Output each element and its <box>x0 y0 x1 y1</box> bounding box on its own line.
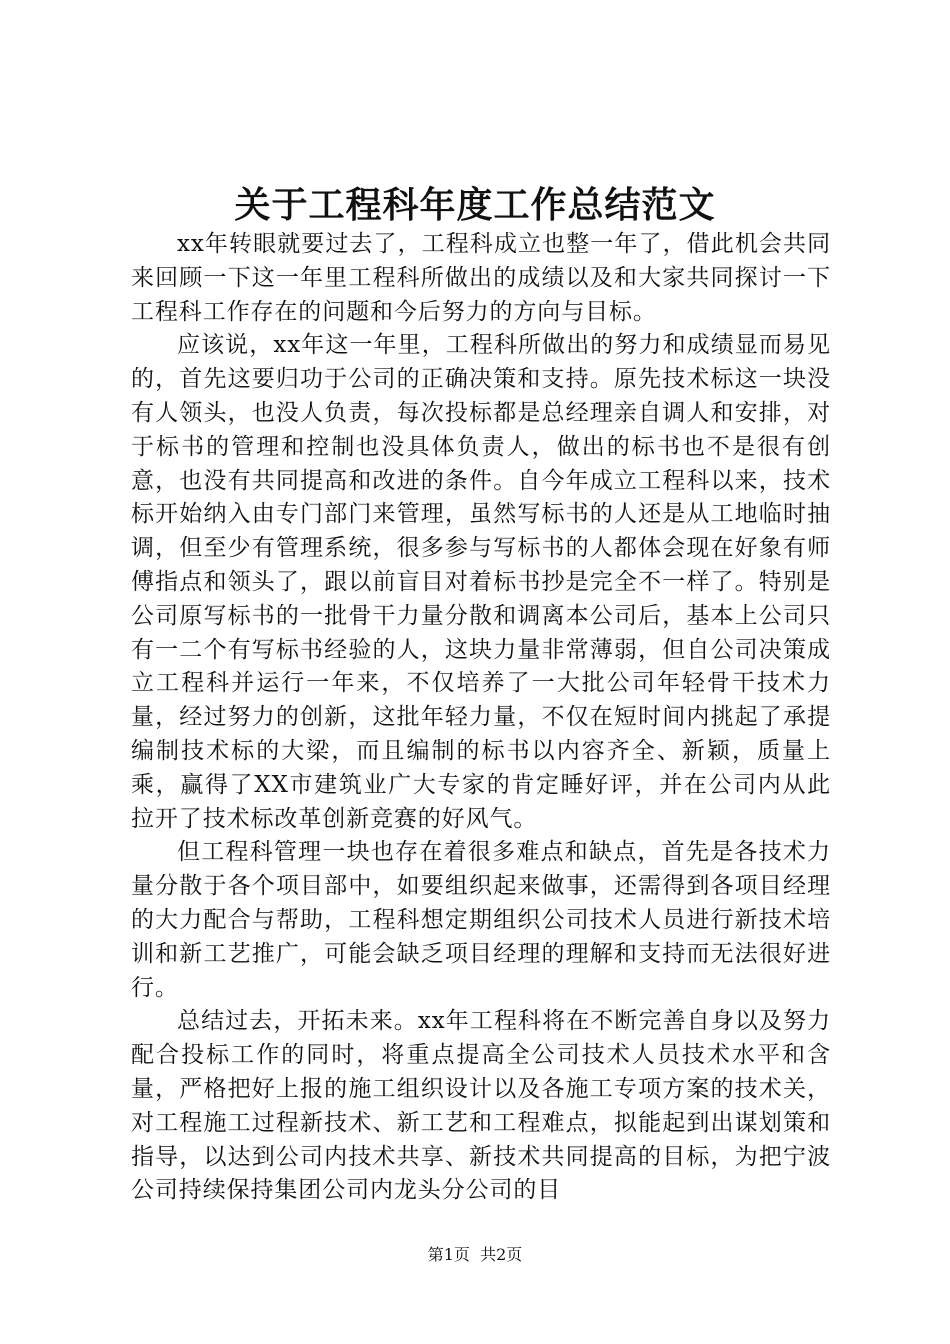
paragraph-achievements: 应该说，xx年这一年里，工程科所做出的努力和成绩显而易见的，首先这要归功于公司的正确决策和支持。原先技术标这一块没有人领头，也没人负责，每次投标都是总经理亲自调人和安排，对于标书的管理和控制也没具体负责人，做出的标书也不是很有创意，也没有共同提高和改进的条件。自今年成立工程科以来，技术标开始纳入由专门部门来管理，虽然写标书的人还是从工地临时抽调，但至少有管理系统，很多参与写标书的人都体会现在好象有师傅指点和领头了，跟以前盲目对着标书抄是完全不一样了。特别是公司原写标书的一批骨干力量分散和调离本公司后，基本上公司只有一二个有写标书经验的人，这块力量非常薄弱，但自公司决策成立工程科并运行一年来，不仅培养了一大批公司年轻骨干技术力量，经过努力的创新，这批年轻力量，不仅在短时间内挑起了承提编制技术标的大梁，而且编制的标书以内容齐全、新颖，质量上乘，赢得了XX市建筑业广大专家的肯定睡好评，并在公司内从此拉开了技术标改革创新竞赛的好风气。 <box>131 332 831 832</box>
paragraph-future-plans: 总结过去，开拓未来。xx年工程科将在不断完善自身以及努力配合投标工作的同时，将重点提高全公司技术人员技术水平和含量，严格把好上报的施工组织设计以及各施工专项方案的技术关，对工程施工过程新技术、新工艺和工程难点，拟能起到出谋划策和指导，以达到公司内技术共享、新技术共同提高的目标，为把宁波公司持续保持集团公司内龙头分公司的目 <box>131 1008 831 1204</box>
document-body <box>131 228 831 1208</box>
paragraph-intro: xx年转眼就要过去了，工程科成立也整一年了，借此机会共同来回顾一下这一年里工程科所做出的成绩以及和大家共同探讨一下工程科工作存在的问题和今后努力的方向与目标。 <box>131 231 831 325</box>
paragraph-difficulties: 但工程科管理一块也存在着很多难点和缺点，首先是各技术力量分散于各个项目部中，如要组织起来做事，还需得到各项目经理的大力配合与帮助，工程科想定期组织公司技术人员进行新技术培训和新工艺推广，可能会缺乏项目经理的理解和支持而无法很好进行。 <box>131 839 831 1001</box>
document-title: 关于工程科年度工作总结范文 <box>234 184 716 226</box>
page-footer: 第1页 共2页 <box>427 1245 523 1264</box>
